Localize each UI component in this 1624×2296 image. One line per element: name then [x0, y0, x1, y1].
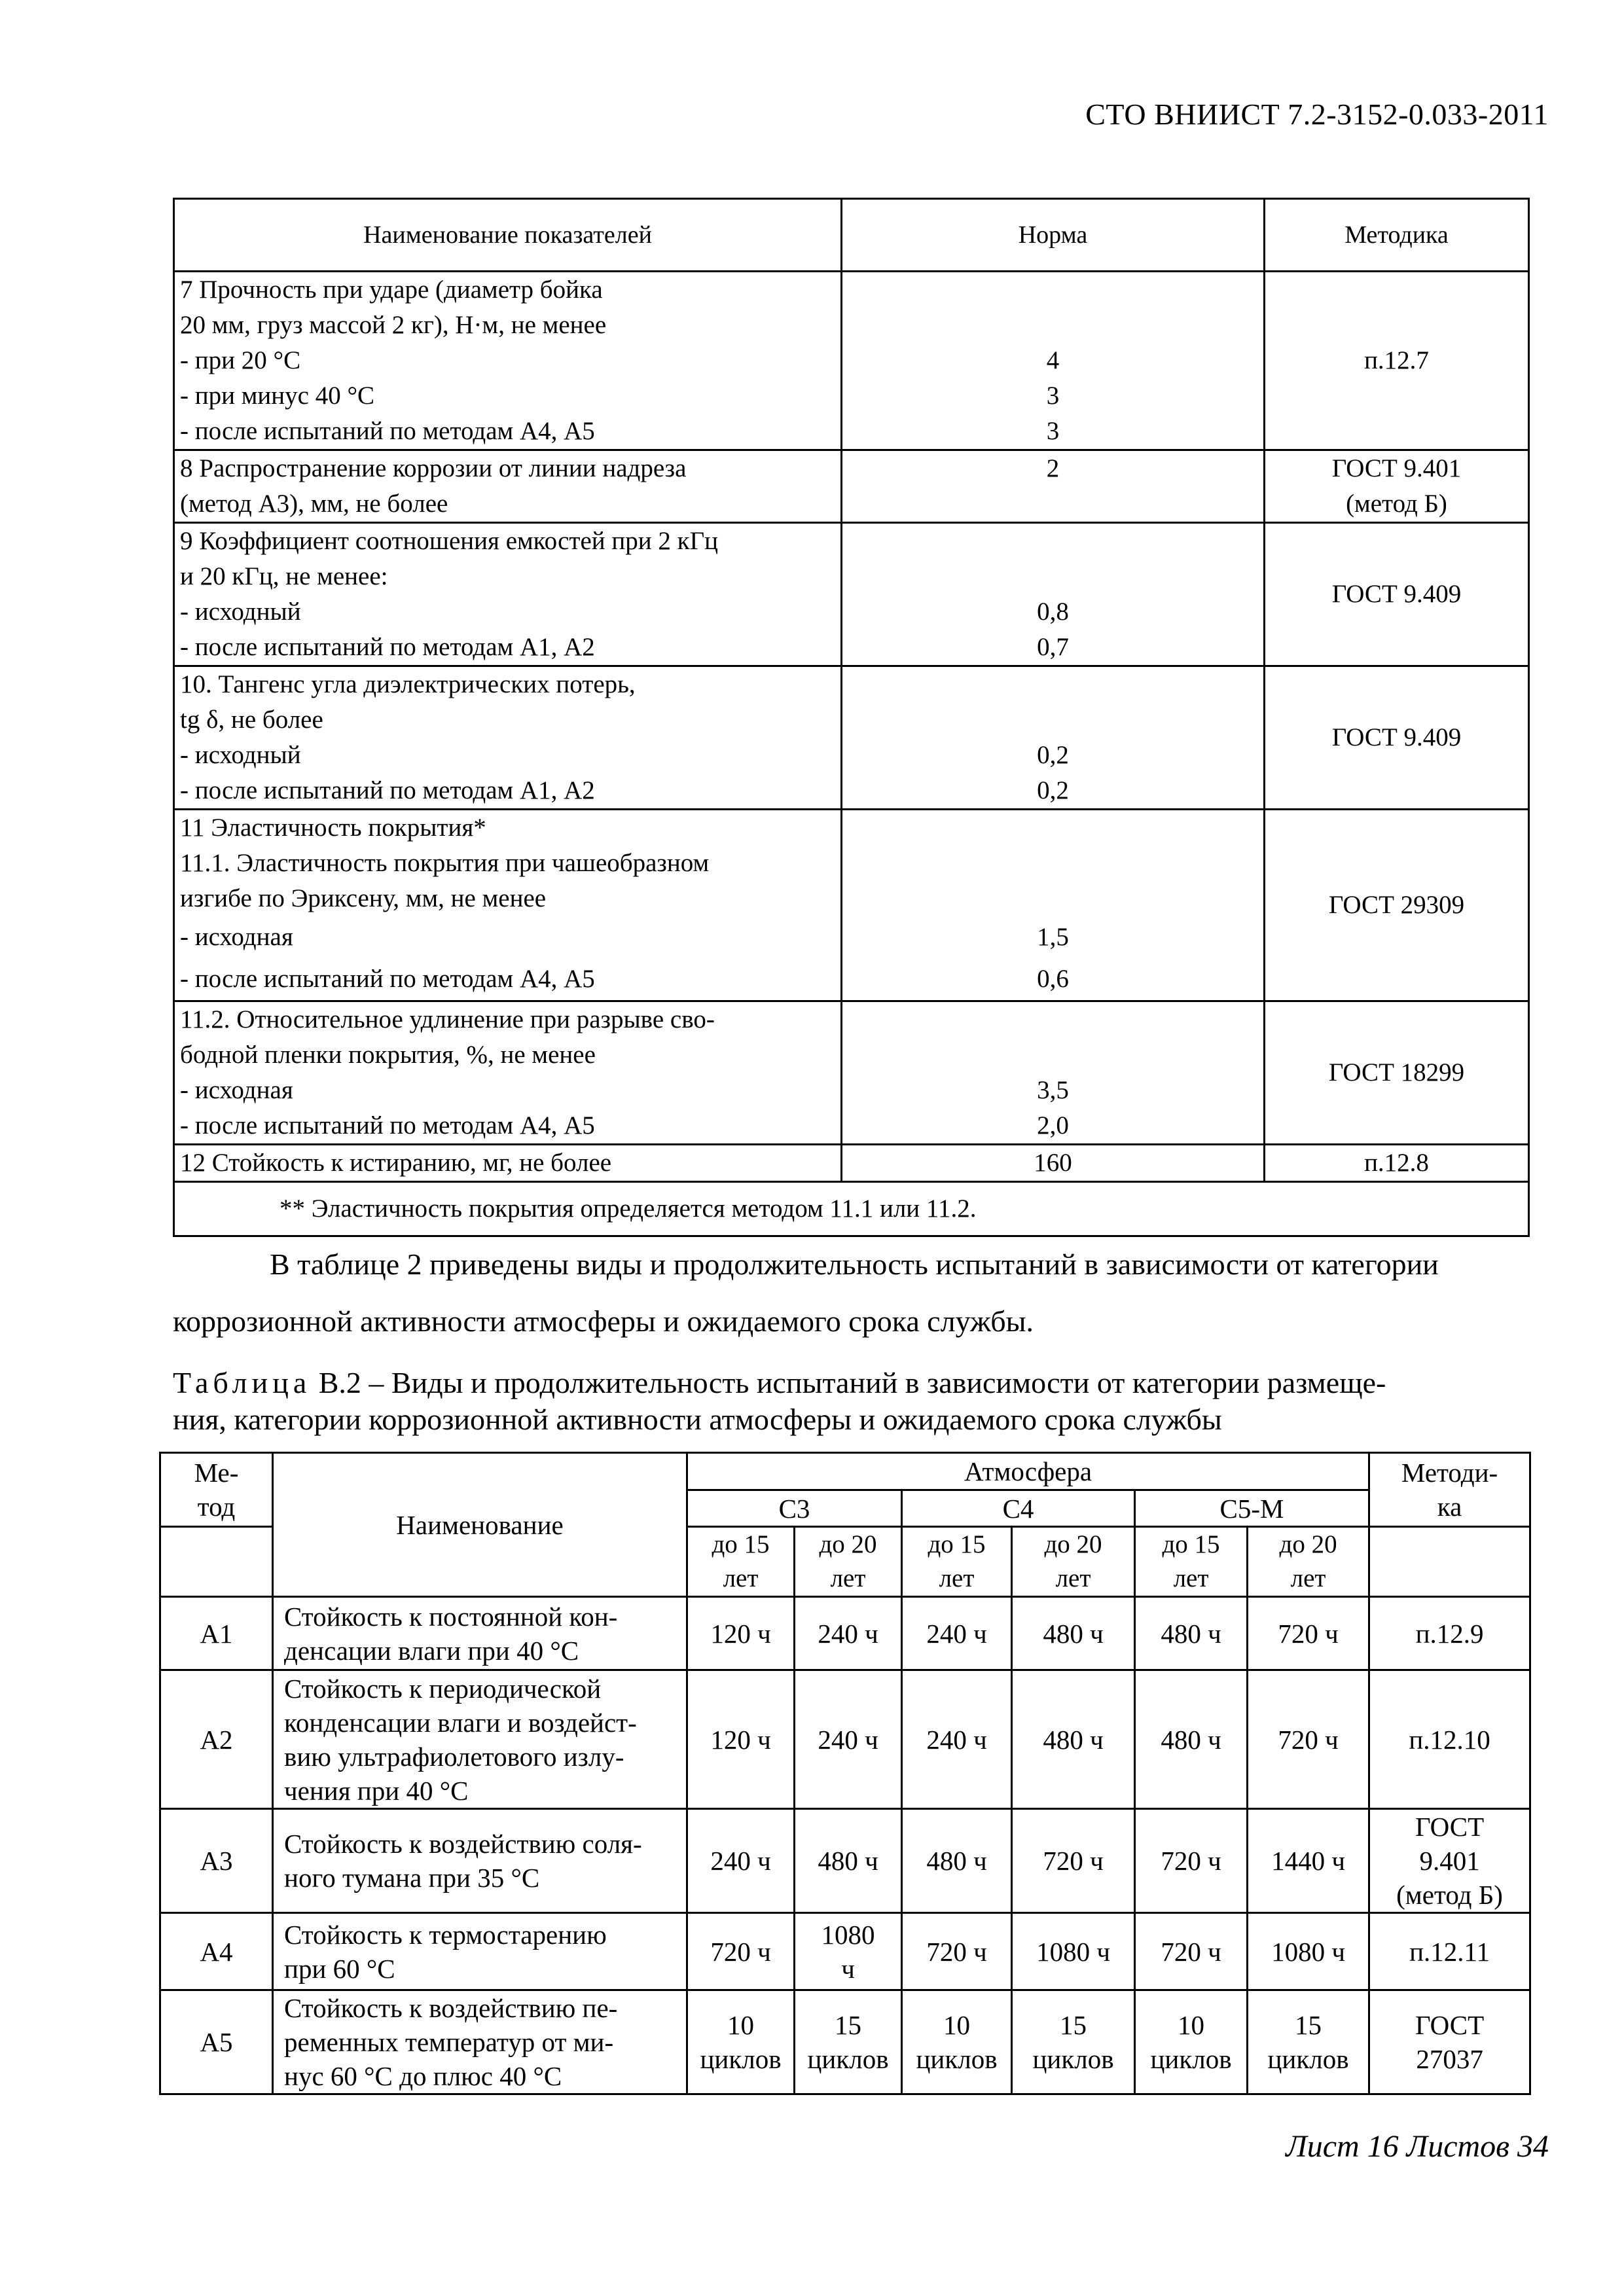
test-name: Стойкость к воздействию пе- ременных температур от ми- нус 60 °С до плюс 40 °С — [273, 1990, 687, 2094]
property-method: ГОСТ 18299 — [1265, 1001, 1529, 1145]
test-duration: 1080 ч — [1248, 1913, 1369, 1990]
caption-prefix: Таблица — [173, 1366, 312, 1399]
col-header-norm: Норма — [842, 199, 1265, 272]
test-name: Стойкость к воздействию соля- ного тумана при 35 °С — [273, 1809, 687, 1913]
test-row — [160, 1913, 1530, 1990]
property-name: 7 Прочность при ударе (диаметр бойка 20 мм, груз массой 2 кг), Н·м, не менее - при 20 °С - при минус 40 °С - после испытаний по методам А4, А5 — [174, 272, 842, 450]
col-header-methodics: Методи- ка — [1369, 1453, 1530, 1527]
test-duration: 720 ч — [1135, 1809, 1248, 1913]
paragraph-line-1: В таблице 2 приведены виды и продолжительность испытаний в зависимости от категории — [270, 1247, 1439, 1281]
property-method: п.12.8 — [1265, 1145, 1529, 1182]
test-duration: 720 ч — [1248, 1597, 1369, 1670]
test-duration: 10 циклов — [687, 1990, 795, 2094]
property-row — [174, 272, 1529, 450]
property-norm: 160 — [842, 1145, 1265, 1182]
test-row — [160, 1670, 1530, 1809]
property-norm: 2 — [842, 450, 1265, 523]
period-header: до 20 лет — [1012, 1527, 1135, 1597]
test-method-code: А2 — [160, 1670, 273, 1809]
col-header-method-code-empty — [160, 1527, 273, 1597]
test-duration: 480 ч — [1135, 1670, 1248, 1809]
test-duration: 720 ч — [687, 1913, 795, 1990]
property-method: ГОСТ 9.409 — [1265, 523, 1529, 666]
test-duration: 240 ч — [795, 1597, 902, 1670]
test-row — [160, 1597, 1530, 1670]
property-name: 8 Распространение коррозии от линии надреза (метод А3), мм, не более — [174, 450, 842, 523]
test-duration: 480 ч — [1012, 1597, 1135, 1670]
period-header: до 20 лет — [1248, 1527, 1369, 1597]
category-c4: С4 — [902, 1490, 1135, 1527]
caption-line-2: ния, категории коррозионной активности атмосферы и ожидаемого срока службы — [173, 1403, 1222, 1436]
test-duration: 240 ч — [902, 1597, 1012, 1670]
table-note: ** Эластичность покрытия определяется методом 11.1 или 11.2. — [174, 1182, 1529, 1236]
test-methodics: п.12.10 — [1369, 1670, 1530, 1809]
test-methodics: п.12.9 — [1369, 1597, 1530, 1670]
test-duration: 720 ч — [902, 1913, 1012, 1990]
test-duration: 1440 ч — [1248, 1809, 1369, 1913]
test-duration: 15 циклов — [795, 1990, 902, 2094]
test-name: Стойкость к периодической конденсации влаги и воздейст- вию ультрафиолетового излу- чения при 40 °С — [273, 1670, 687, 1809]
property-method: ГОСТ 29309 — [1265, 810, 1529, 1001]
table-caption — [173, 1365, 1529, 1438]
test-duration: 480 ч — [902, 1809, 1012, 1913]
period-header: до 15 лет — [1135, 1527, 1248, 1597]
test-duration: 720 ч — [1012, 1809, 1135, 1913]
test-duration: 1080 ч — [1012, 1913, 1135, 1990]
test-duration: 480 ч — [795, 1809, 902, 1913]
property-norm: 0,2 0,2 — [842, 666, 1265, 810]
test-duration: 120 ч — [687, 1597, 795, 1670]
property-method: ГОСТ 9.401 (метод Б) — [1265, 450, 1529, 523]
property-method: п.12.7 — [1265, 272, 1529, 450]
test-method-code: А3 — [160, 1809, 273, 1913]
test-row — [160, 1809, 1530, 1913]
category-c5m: С5-М — [1135, 1490, 1369, 1527]
test-method-code: А1 — [160, 1597, 273, 1670]
test-duration: 480 ч — [1012, 1670, 1135, 1809]
property-norm: 4 3 3 — [842, 272, 1265, 450]
test-methodics: ГОСТ 27037 — [1369, 1990, 1530, 2094]
test-duration: 480 ч — [1135, 1597, 1248, 1670]
col-header-methodics-empty — [1369, 1527, 1530, 1597]
property-row — [174, 1145, 1529, 1182]
test-duration: 15 циклов — [1248, 1990, 1369, 2094]
test-duration: 10 циклов — [902, 1990, 1012, 2094]
test-name: Стойкость к постоянной кон- денсации влаги при 40 °С — [273, 1597, 687, 1670]
sheet-number: Лист 16 Листов 34 — [1286, 2129, 1549, 2164]
property-norm: 1,5 0,6 — [842, 810, 1265, 1001]
test-methodics: ГОСТ 9.401 (метод Б) — [1369, 1809, 1530, 1913]
properties-table-header — [174, 199, 1529, 272]
test-duration: 720 ч — [1248, 1670, 1369, 1809]
col-header-name: Наименование показателей — [174, 199, 842, 272]
paragraph-line-2: коррозионной активности атмосферы и ожидаемого срока службы. — [173, 1304, 1034, 1338]
properties-table-note-row — [174, 1182, 1529, 1236]
test-name: Стойкость к термостарению при 60 °С — [273, 1913, 687, 1990]
test-duration: 120 ч — [687, 1670, 795, 1809]
property-row — [174, 666, 1529, 810]
col-header-method-code: Ме- тод — [160, 1453, 273, 1527]
property-name: 11 Эластичность покрытия* 11.1. Эластичность покрытия при чашеобразном изгибе по Эриксену, мм, не менее - исходная - после испытаний по методам А4, А5 — [174, 810, 842, 1001]
test-method-code: А5 — [160, 1990, 273, 2094]
test-duration: 240 ч — [795, 1670, 902, 1809]
col-header-test-name: Наименование — [273, 1453, 687, 1597]
period-header: до 15 лет — [687, 1527, 795, 1597]
test-duration: 10 циклов — [1135, 1990, 1248, 2094]
test-duration: 1080 ч — [795, 1913, 902, 1990]
property-name: 11.2. Относительное удлинение при разрыве сво- бодной пленки покрытия, %, не менее - исходная - после испытаний по методам А4, А5 — [174, 1001, 842, 1145]
period-header: до 20 лет — [795, 1527, 902, 1597]
property-row — [174, 523, 1529, 666]
property-norm: 3,5 2,0 — [842, 1001, 1265, 1145]
property-row — [174, 810, 1529, 1001]
col-header-method: Методика — [1265, 199, 1529, 272]
document-code: СТО ВНИИСТ 7.2-3152-0.033-2011 — [1085, 98, 1549, 131]
test-duration: 15 циклов — [1012, 1990, 1135, 2094]
test-row — [160, 1990, 1530, 2094]
property-norm: 0,8 0,7 — [842, 523, 1265, 666]
period-header: до 15 лет — [902, 1527, 1012, 1597]
property-method: ГОСТ 9.409 — [1265, 666, 1529, 810]
test-methodics: п.12.11 — [1369, 1913, 1530, 1990]
property-name: 12 Стойкость к истиранию, мг, не более — [174, 1145, 842, 1182]
category-c3: С3 — [687, 1490, 902, 1527]
tests-table — [159, 1452, 1531, 2095]
test-duration: 240 ч — [687, 1809, 795, 1913]
property-row — [174, 1001, 1529, 1145]
test-duration: 720 ч — [1135, 1913, 1248, 1990]
caption-line-1: В.2 – Виды и продолжительность испытаний в зависимости от категории размеще- — [311, 1366, 1386, 1399]
col-header-atmosphere: Атмосфера — [687, 1453, 1369, 1490]
test-duration: 240 ч — [902, 1670, 1012, 1809]
test-method-code: А4 — [160, 1913, 273, 1990]
property-name: 9 Коэффициент соотношения емкостей при 2 кГц и 20 кГц, не менее: - исходный - после испытаний по методам А1, А2 — [174, 523, 842, 666]
property-row — [174, 450, 1529, 523]
property-name: 10. Тангенс угла диэлектрических потерь, tg δ, не более - исходный - после испытаний по методам А1, А2 — [174, 666, 842, 810]
properties-table — [173, 198, 1530, 1237]
